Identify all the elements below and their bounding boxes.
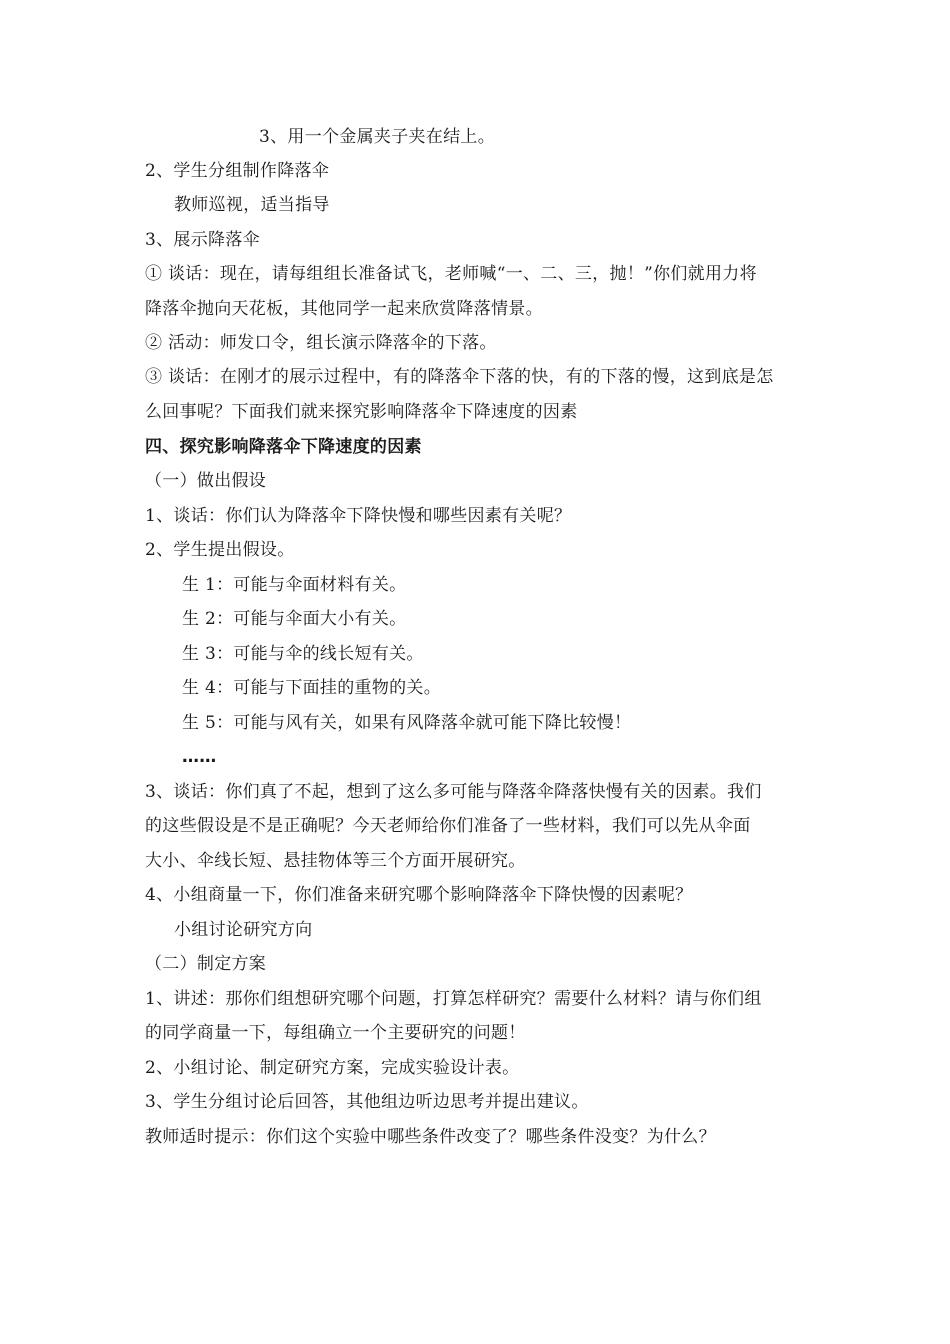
section-4-heading: 四、探究影响降落伞下降速度的因素 [145, 437, 422, 457]
talk-1-line-a: ① 谈话：现在，请每组组长准备试飞，老师喊“一、二、三，抛！”你们就用力将 [145, 264, 757, 284]
subsection-2-heading: （二）制定方案 [145, 954, 267, 974]
group-discuss-line: 4、小组商量一下，你们准备来研究哪个影响降落伞下降快慢的因素呢？ [145, 885, 693, 905]
student-5-line: 生 5：可能与风有关，如果有风降落伞就可能下降比较慢！ [182, 713, 632, 733]
teacher-patrol-line: 教师巡视，适当指导 [174, 195, 330, 215]
talk-praise-line-a: 3、谈话：你们真了不起，想到了这么多可能与降落伞降落快慢有关的因素。我们 [145, 782, 762, 802]
narrate-line-b: 的同学商量一下，每组确立一个主要研究的问题！ [145, 1023, 526, 1043]
step-2-heading: 2、学生分组制作降落伞 [145, 161, 330, 181]
talk-3-line-b: 么回事呢？下面我们就来探究影响降落伞下降速度的因素 [145, 402, 578, 422]
step-3-heading: 3、展示降落伞 [145, 230, 260, 250]
student-4-line: 生 4：可能与下面挂的重物的关。 [182, 678, 442, 698]
hypothesis-talk-line: 1、谈话：你们认为降落伞下降快慢和哪些因素有关呢？ [145, 506, 572, 526]
subsection-1-heading: （一）做出假设 [145, 471, 267, 491]
talk-praise-line-b: 的这些假设是不是正确呢？今天老师给你们准备了一些材料，我们可以先从伞面 [145, 816, 751, 836]
group-direction-line: 小组讨论研究方向 [174, 920, 313, 940]
teacher-hint-line: 教师适时提示：你们这个实验中哪些条件改变了？哪些条件没变？为什么？ [145, 1127, 716, 1147]
step-3-clip-line: 3、用一个金属夹子夹在结上。 [259, 127, 496, 147]
student-2-line: 生 2：可能与伞面大小有关。 [182, 609, 407, 629]
student-1-line: 生 1：可能与伞面材料有关。 [182, 575, 407, 595]
talk-praise-line-c: 大小、伞线长短、悬挂物体等三个方面开展研究。 [145, 851, 526, 871]
answer-line: 3、学生分组讨论后回答，其他组边听边思考并提出建议。 [145, 1092, 589, 1112]
student-3-line: 生 3：可能与伞的线长短有关。 [182, 644, 424, 664]
plan-line: 2、小组讨论、制定研究方案，完成实验设计表。 [145, 1058, 520, 1078]
students-hypothesis-line: 2、学生提出假设。 [145, 540, 295, 560]
ellipsis-line: …… [182, 747, 217, 767]
activity-line: ② 活动：师发口令，组长演示降落伞的下落。 [145, 333, 497, 353]
talk-1-line-b: 降落伞抛向天花板，其他同学一起来欣赏降落情景。 [145, 299, 543, 319]
narrate-line-a: 1、讲述：那你们组想研究哪个问题，打算怎样研究？需要什么材料？请与你们组 [145, 989, 762, 1009]
talk-3-line-a: ③ 谈话：在刚才的展示过程中，有的降落伞下落的快，有的下落的慢，这到底是怎 [145, 367, 774, 387]
